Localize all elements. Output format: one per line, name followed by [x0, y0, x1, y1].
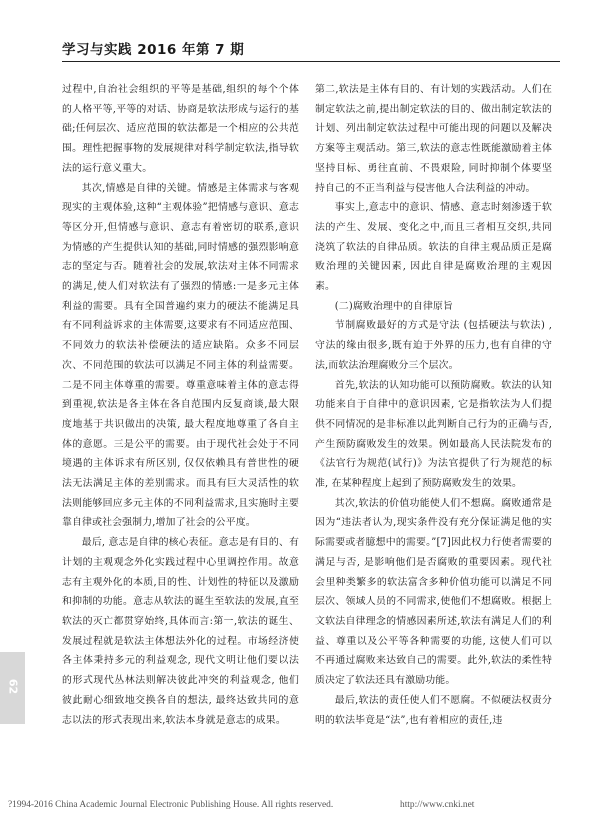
journal-header-title: 学习与实践 2016 年第 7 期	[62, 42, 245, 58]
paragraph: 首先,软法的认知功能可以预防腐败。软法的认知功能来自于自律中的意识因素, 它是指软法为人们提供不同情况的是非标准以此判断自己行为的正确与否,产生预防腐败发生的效果。例如最高人民法院发布的《法官行为规范(试行)》为法官提供了行为规范的标准, 在某种程度上起到了预防腐败发生的效果。	[315, 379, 552, 490]
header-divider	[62, 61, 560, 62]
paragraph: 最后,软法的责任使人们不愿腐。不似硬法权责分明的软法毕竟是“法”,也有着相应的责任,违	[315, 694, 552, 726]
paragraph: 事实上,意志中的意识、情感、意志时刻渗透于软法的产生、发展、变化之中,而且三者相互交织,共同浇筑了软法的自律品质。软法的自律主观品质正是腐败治理的关键因素, 因此自律是腐败治理的主观因素。	[315, 202, 552, 293]
page-number: 62	[6, 678, 20, 695]
paragraph: 最后, 意志是自律的核心表征。意志是有目的、有计划的主观观念外化实践过程中心里调控作用。故意志有主观外化的本质,目的性、计划性的特征以及激励和抑制的功能。意志从软法的诞生至软法的发展,直至软法的灭亡都贯穿始终,具体而言:第一,软法的诞生、发展过程就是软法主体想法外化的过程。市场经济使各主体秉持多元的利益观念, 现代文明让他们要以法的形式现代丛林法则解决彼此冲突的利益观念, 他们彼此耐心细致地交换各自的想法, 最终达致共同的意志以法的形式表现出来,软法本身就是意志的成果。	[62, 537, 299, 726]
section-subheading: (二)腐败治理中的自律原旨	[334, 300, 454, 312]
paragraph: 其次,情感是自律的关键。情感是主体需求与客观现实的主观体验,这种“主观体验”把情感与意识、意志等区分开,但情感与意识、意志有着密切的联系,意识为情感的产生提供认知的基础,同时情感的强烈影响意志的坚定与否。随着社会的发展,软法对主体不同需求的满足,使人们对软法有了强烈的情感:一是多元主体利益的需要。具有全国普遍约束力的硬法不能满足具有不同利益诉求的主体需要,这要求有不同适应范围、不同效力的软法补偿硬法的适应缺陷。众多不同层次、不同范围的软法可以满足不同主体的利益需要。二是不同主体尊重的需要。尊重意味着主体的意志得到重视,软法是各主体在各自范围内反复商谈,最大限度地基于共识做出的决策, 最大程度地尊重了各自主体的意愿。三是公平的需要。由于现代社会处于不同境遇的主体诉求有所区别, 仅仅依赖具有普世性的硬法无法满足主体的差别需求。而具有巨大灵活性的软法则能够回应多元主体的不同利益需求,且实施时主要靠自律或社会强制力,增加了社会的公平度。	[62, 182, 299, 529]
paragraph: 其次,软法的价值功能使人们不想腐。腐败通常是因为“违法者认为,现实条件没有充分保证满足他的实际需要或者臆想中的需要。”[7]因此权力行使者需要的满足与否, 是影响他们是否腐败的重要因素。现代社会里种类繁多的软法富含多种价值功能可以满足不同层次、领域人员的不同需求,使他们不想腐败。根据上文软法自律理念的情感因素所述,软法有满足人们的利益、尊重以及公平等各种需要的功能, 这使人们可以不再通过腐败来达致自己的需要。此外,软法的柔性特质决定了软法还具有激励功能。	[315, 497, 552, 687]
paragraph: 节制腐败最好的方式是守法 (包括硬法与软法) ,守法的缘由很多,既有迫于外界的压力,也有自律的守法,而软法治理腐败分三个层次。	[315, 320, 552, 371]
footer-copyright: ?1994-2016 China Academic Journal Electronic Publishing House. All rights reserved.	[8, 800, 334, 810]
right-text-column	[315, 80, 552, 730]
paragraph: 过程中,自治社会组织的平等是基础,组织的每个个体的人格平等,平等的对话、协商是软法形成与运行的基础;任何层次、适应范围的软法都是一个相应的公共范围。理性把握事物的发展规律对科学制定软法,指导软法的运行意义重大。	[62, 84, 299, 174]
left-text-column	[62, 80, 299, 730]
footer-url[interactable]: http://www.cnki.net	[400, 800, 475, 810]
paragraph: 第二,软法是主体有目的、有计划的实践活动。人们在制定软法之前,提出制定软法的目的、做出制定软法的计划、列出制定软法过程中可能出现的问题以及解决方案等主观活动。第三,软法的意志性既能激励着主体坚持目标、勇往直前、不畏艰险, 同时抑制个体要坚持自己的不正当利益与侵害他人合法利益的冲动。	[315, 84, 552, 194]
